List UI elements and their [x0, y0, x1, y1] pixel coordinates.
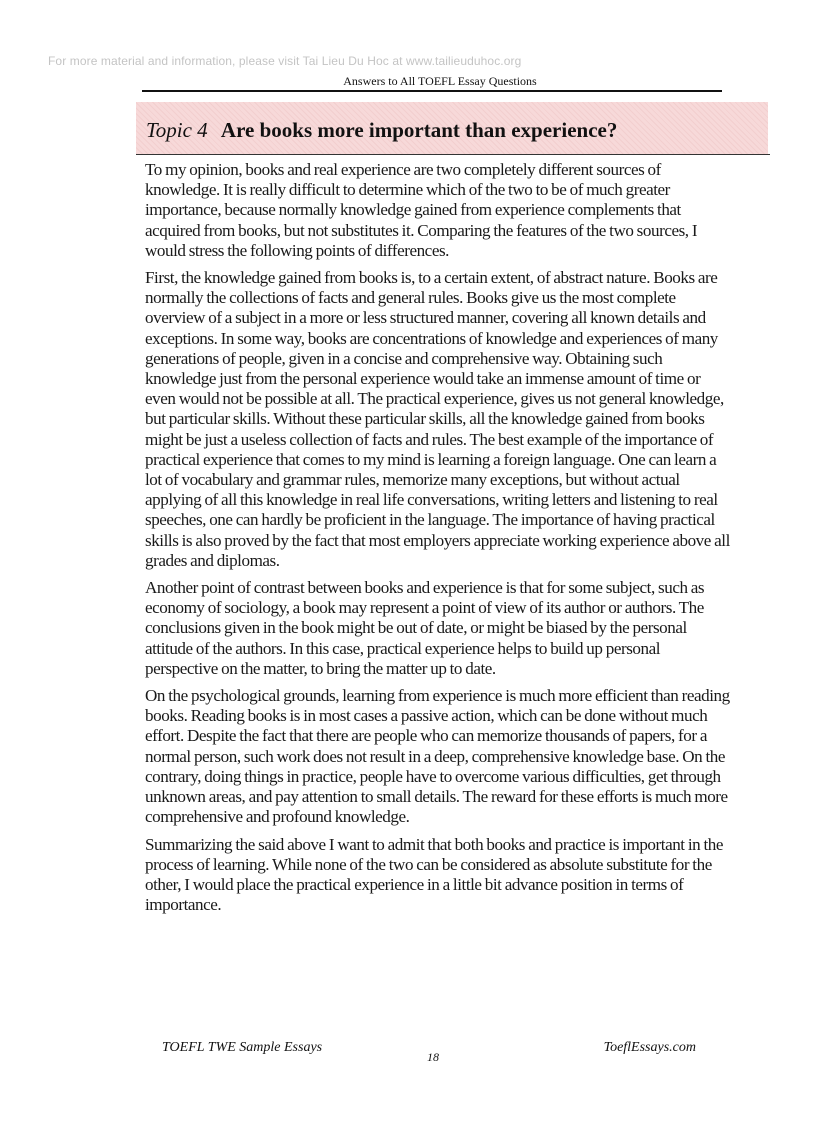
header-rule [142, 90, 722, 92]
essay-paragraph: To my opinion, books and real experience are two completely different sources of knowledge. It is really difficult to determine which of the two to be of much greater importance, because normally knowledge gained from experience complements that acquired from books, but not substitutes it. Comparing the features of the two sources, I would stress the following points of differences. [145, 160, 698, 260]
essay-paragraph: Summarizing the said above I want to admit that both books and practice is important in the process of learning. While none of the two can be considered as absolute substitute for the other, I would place the practical experience in a little bit advance position in terms of importance. [145, 834, 723, 915]
essay-paragraph: First, the knowledge gained from books is, to a certain extent, of abstract nature. Books are normally the collections of facts and general rules. Books give us the most complete overview of a subject in a more or less structured manner, covering all known details and exceptions. In some way, books are concentrations of knowledge and experiences of many generations of people, given in a concise and comprehensive way. Obtaining such knowledge just from the personal experience would take an immense amount of time or even would not be possible at all. The practical experience, gives us not general knowledge, but particular skills. Without these particular skills, all the knowledge gained from books might be just a useless collection of facts and rules. The best example of the importance of practical experience that comes to my mind is learning a foreign language. One can learn a lot of vocabulary and grammar rules, memorize many exceptions, but without actual applying of all this knowledge in real life conversations, writing letters and listening to real speeches, one can hardly be proficient in the language. The importance of having practical skills is also proved by the fact that most employers appreciate working experience above all grades and diplomas. [145, 268, 730, 570]
topic-question: Are books more important than experience? [220, 118, 618, 142]
page-number: 18 [427, 1050, 439, 1064]
watermark-text: For more material and information, please visit Tai Lieu Du Hoc at www.tailieuduhoc.org [48, 54, 522, 68]
running-header-title: Answers to All TOEFL Essay Questions [343, 74, 537, 88]
topic-label: Topic 4 [146, 118, 208, 142]
essay-body [145, 160, 730, 922]
footer-website: ToeflEssays.com [603, 1040, 696, 1055]
topic-rule [136, 154, 770, 155]
essay-paragraph: On the psychological grounds, learning from experience is much more efficient than reading books. Reading books is in most cases a passive action, which can be done without much effort. Despite the fact that there are people who can memorize thousands of papers, for a normal person, such work does not result in a deep, comprehensive knowledge base. On the contrary, doing things in practice, people have to overcome various difficulties, get through unknown areas, and pay attention to small details. The reward for these efforts is much more comprehensive and profound knowledge. [145, 686, 730, 827]
essay-paragraph: Another point of contrast between books and experience is that for some subject, such as economy of sociology, a book may represent a point of view of its author or authors. The conclusions given in the book might be out of date, or might be biased by the personal attitude of the authors. In this case, practical experience helps to build up personal perspective on the matter, to bring the matter up to date. [145, 578, 705, 678]
topic-heading [146, 118, 617, 143]
footer-book-title: TOEFL TWE Sample Essays [162, 1040, 323, 1055]
